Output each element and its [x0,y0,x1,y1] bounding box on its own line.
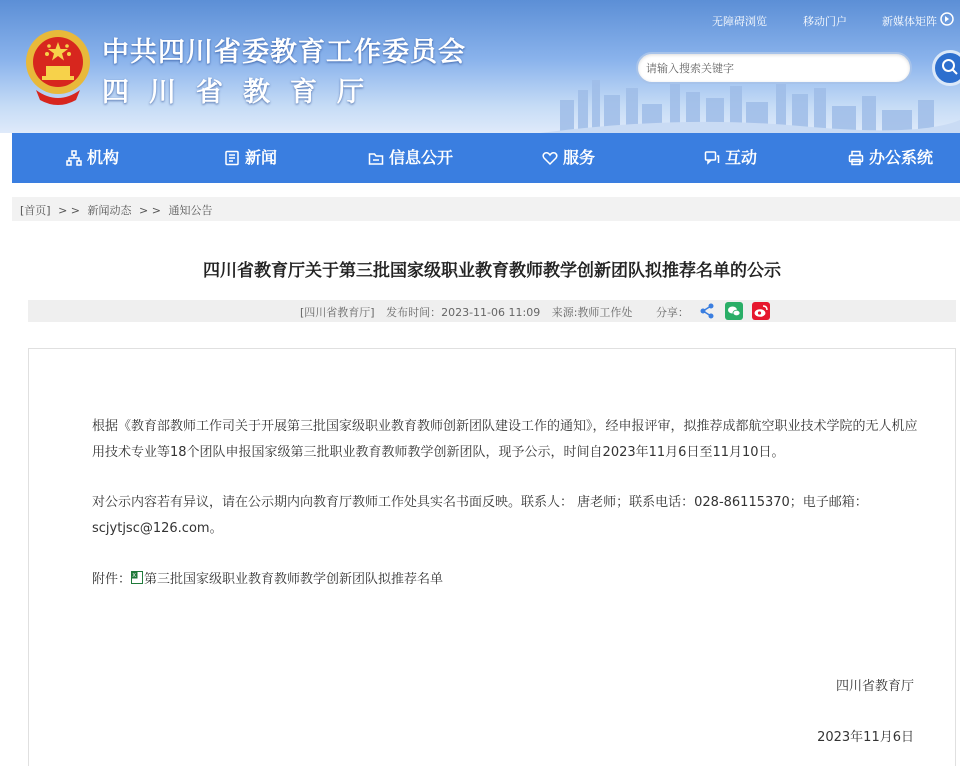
nav-label: 信息公开 [389,148,454,167]
article-paragraph-1: 根据《教育部教师工作司关于开展第三批国家级职业教育教师创新团队建设工作的通知》，经申报评审，拟推荐成都航空职业技术学院的无人机应用技术专业等18个团队申报国家级第三批职业教育教师教学创新团队，现予公示，时间自2023年11月6日至11月10日。 [92,419,918,460]
search-icon [941,58,959,76]
wechat-icon[interactable] [725,302,743,320]
breadcrumb-home[interactable]: [首页] [20,204,51,217]
breadcrumb-notices[interactable]: 通知公告 [168,204,213,217]
nav-label: 新闻 [245,148,278,167]
main-nav [12,133,960,183]
nav-item-news[interactable] [224,133,277,183]
article-content-box [28,348,956,766]
nav-label: 服务 [563,148,596,167]
breadcrumb-separator: > > [139,204,161,217]
share-icon[interactable] [698,302,716,320]
nav-label: 互动 [725,148,758,167]
share-label: 分享： [655,306,689,319]
article-publish-time: 发布时间：2023-11-06 11:09 [386,306,541,319]
attachment-link[interactable]: 第三批国家级职业教育教师教学创新团队拟推荐名单 [144,572,444,587]
mobile-portal-link[interactable]: 移动门户 [803,15,847,28]
search-input[interactable] [638,54,888,82]
weibo-icon[interactable] [752,302,770,320]
excel-file-icon [131,571,143,584]
site-title-party-committee: 中共四川省委教育工作委员会 [102,37,466,68]
nav-item-org[interactable] [66,133,119,183]
news-icon [224,150,240,166]
nav-item-interaction[interactable] [704,133,757,183]
article-source: [四川省教育厅] [300,306,375,319]
search-box [636,52,912,84]
nav-item-office-system[interactable] [848,133,933,183]
folder-icon [368,150,384,166]
breadcrumb-bar [12,197,960,221]
nav-item-service[interactable] [542,133,595,183]
national-emblem-icon [22,26,94,106]
accessibility-link[interactable]: 无障碍浏览 [712,15,767,28]
nav-item-info-disclosure[interactable] [368,133,453,183]
svg-text:X: X [132,573,137,579]
article-title: 四川省教育厅关于第三批国家级职业教育教师教学创新团队拟推荐名单的公示 [203,261,781,281]
new-media-link[interactable]: 新媒体矩阵 [882,15,937,28]
article-origin: 来源:教师工作处 [551,306,633,319]
new-media-icon[interactable] [940,12,954,26]
article-date: 2023年11月6日 [817,730,914,745]
breadcrumb-news[interactable]: 新闻动态 [87,204,132,217]
search-button[interactable] [932,50,960,86]
printer-icon [848,150,864,166]
article-signature: 四川省教育厅 [835,679,914,694]
article-paragraph-2: 对公示内容若有异议，请在公示期内向教育厅教师工作处具实名书面反映。联系人： 唐老师；联系电话：028-86115370；电子邮箱：scjytjsc@126.com。 [92,495,868,536]
article-meta-bar [28,300,956,322]
site-title-department: 四川省教育厅 [102,77,384,108]
service-icon [542,150,558,166]
attachment-row [92,568,443,587]
org-icon [66,150,82,166]
nav-label: 机构 [87,148,120,167]
interaction-icon [704,150,720,166]
breadcrumb [20,202,216,218]
breadcrumb-separator: > > [58,204,81,217]
article-meta [300,304,697,320]
attachment-label: 附件： [92,572,132,587]
site-header [0,0,960,133]
nav-label: 办公系统 [869,148,934,167]
